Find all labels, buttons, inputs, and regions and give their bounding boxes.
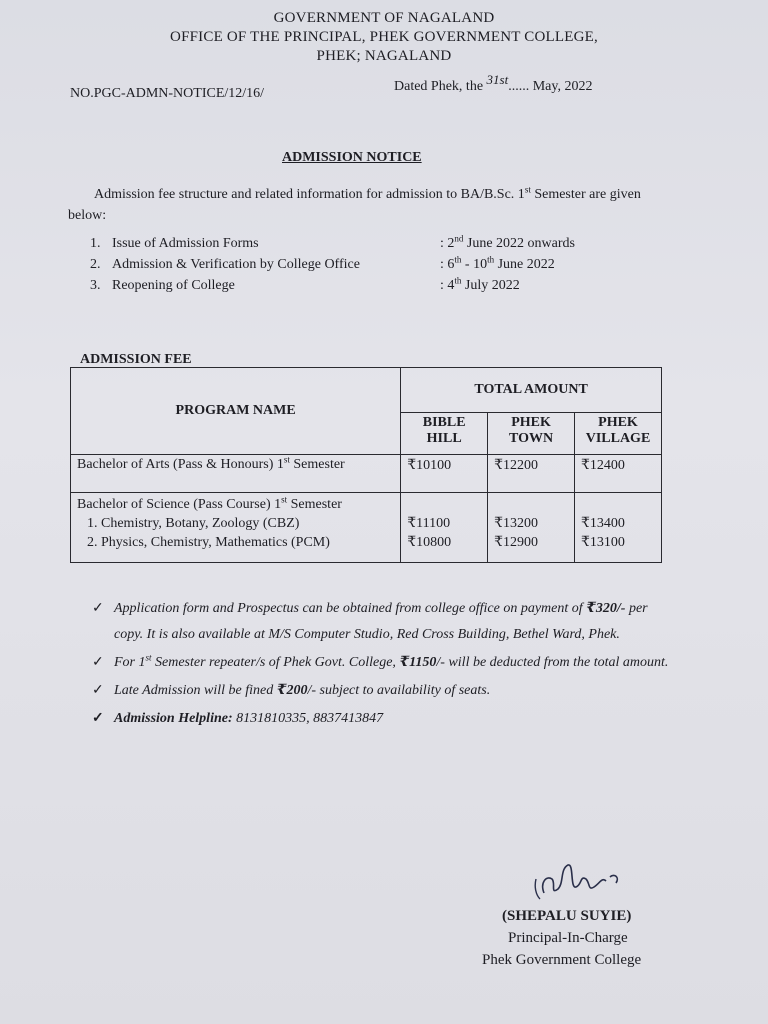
header-government: GOVERNMENT OF NAGALAND [273,10,495,26]
notice-title: ADMISSION NOTICE [282,150,422,165]
note-item: ✓ For 1st Semester repeater/s of Phek Govt. College, ₹1150/- will be deducted from the total amount. [92,650,672,676]
check-icon: ✓ [92,711,104,726]
dated-month-year: May, 2022 [532,79,593,94]
header-office: OFFICE OF THE PRINCIPAL, PHEK GOVERNMENT COLLEGE, [170,29,598,45]
fee-cell: ₹10100 [401,455,488,493]
fee-cell: ₹13100 [581,535,625,550]
col-phek-village: PHEK VILLAGE [575,413,662,455]
signatory-college: Phek Government College [482,952,642,968]
fee-cell: ₹12400 [575,455,662,493]
dated-prefix: Dated Phek, the [394,79,484,94]
check-icon: ✓ [92,601,104,616]
fee-cell: ₹12200 [488,455,575,493]
schedule-item: 2. Admission & Verification by College Office : 6th - 10th June 2022 [90,254,555,272]
col-bible-hill: BIBLE HILL [401,413,488,455]
header-location: PHEK; NAGALAND [316,48,452,64]
schedule-list [90,233,610,299]
admission-fee-table [70,367,662,563]
schedule-item: 1. Issue of Admission Forms : 2nd June 2022 onwards [90,233,575,251]
col-total-amount: TOTAL AMOUNT [401,368,662,413]
admission-fee-title: ADMISSION FEE [80,352,192,367]
table-row: Bachelor of Arts (Pass & Honours) 1st Semester ₹10100 ₹12200 ₹12400 [71,455,662,493]
table-row: Bachelor of Science (Pass Course) 1st Semester 1. Chemistry, Botany, Zoology (CBZ) 2. Physics, Chemistry, Mathematics (PCM) ₹11100 ₹10800 ₹13200 ₹12900 ₹13400 ₹13100 [71,493,662,563]
note-item: ✓ Admission Helpline: 8131810335, 8837413847 [92,706,672,732]
col-phek-town: PHEK TOWN [488,413,575,455]
schedule-item: 3. Reopening of College : 4th July 2022 [90,275,520,293]
signatory-designation: Principal-In-Charge [508,930,628,946]
intro-paragraph: Admission fee structure and related information for admission to BA/B.Sc. 1st Semester are given below: [68,184,641,223]
fee-cell: ₹10800 [407,535,452,550]
dated-day: 31st [486,72,509,87]
program-pcm: 2. Physics, Chemistry, Mathematics (PCM) [87,535,330,550]
signatory-name: (SHEPALU SUYIE) [502,908,632,924]
check-icon: ✓ [92,655,104,670]
signature-block [482,905,682,971]
check-icon: ✓ [92,683,104,698]
fee-cell: ₹12900 [494,535,539,550]
fee-cell: ₹11100 [407,516,451,531]
fee-cell: ₹13400 [581,516,625,531]
col-program-name: PROGRAM NAME [71,368,401,455]
note-item: ✓ Application form and Prospectus can be obtained from college office on payment of ₹320/- per copy. It is also available at M/S Computer Studio, Red Cross Building, Bethel Ward, Phek. [92,596,672,648]
fee-cell: ₹13200 [494,516,539,531]
notes-list [92,596,672,734]
program-cbz: 1. Chemistry, Botany, Zoology (CBZ) [87,516,300,531]
reference-number: NO.PGC-ADMN-NOTICE/12/16/ [70,86,265,101]
note-item: ✓ Late Admission will be fined ₹200/- subject to availability of seats. [92,678,672,704]
dated-line: Dated Phek, the 31st...... May, 2022 [394,72,593,94]
